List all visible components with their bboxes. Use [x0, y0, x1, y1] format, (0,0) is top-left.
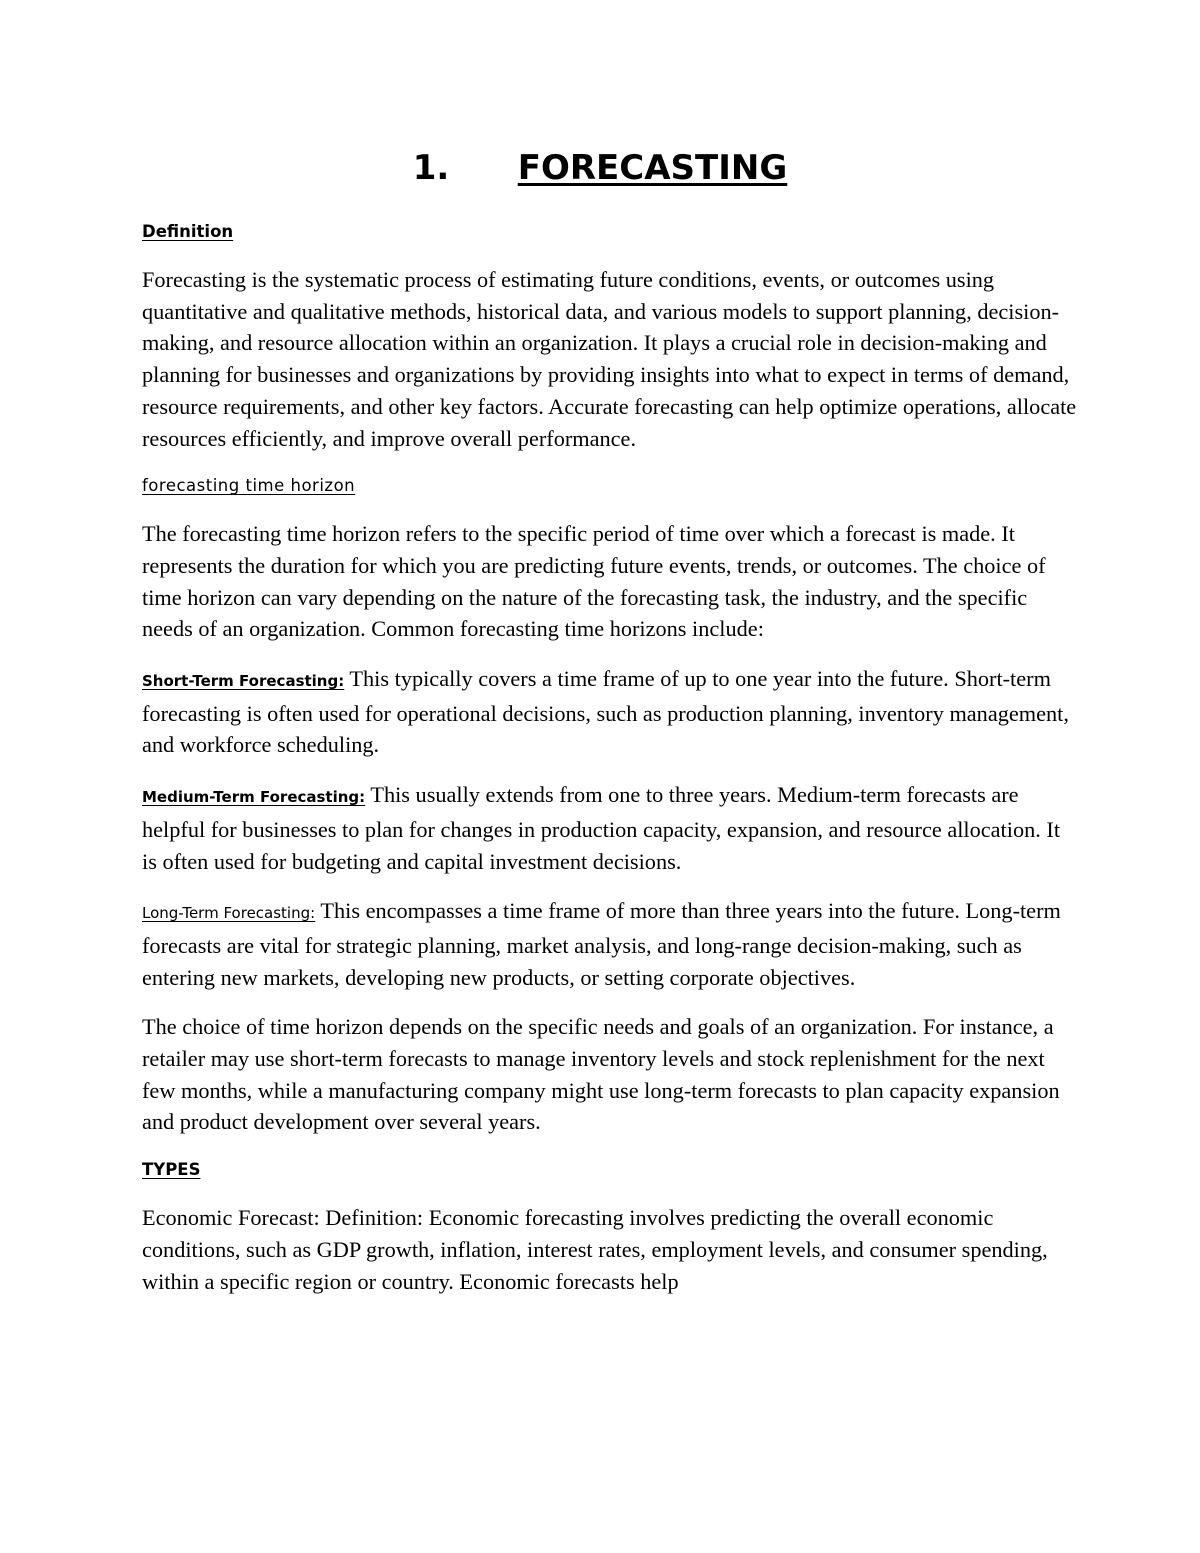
time-horizon-intro-paragraph: The forecasting time horizon refers to the specific period of time over which a forecast is made. It represents the duration for which you are predicting future events, trends, or outcomes. The choice of time horizon can vary depending on the nature of the forecasting task, the industry, and the specific needs of an organization. Common forecasting time horizons include:	[142, 521, 1046, 642]
medium-term-paragraph	[142, 779, 1077, 877]
time-horizon-heading: forecasting time horizon	[142, 476, 356, 496]
definition-heading: Definition	[142, 222, 234, 241]
definition-paragraph: Forecasting is the systematic process of estimating future conditions, events, or outcomes using quantitative and qualitative methods, historical data, and various models to support planning, decision-making, and resource allocation within an organization. It plays a crucial role in decision-making and planning for businesses and organizations by providing insights into what to expect in terms of demand, resource requirements, and other key factors. Accurate forecasting can help optimize operations, allocate resources efficiently, and improve overall performance.	[142, 267, 1077, 451]
title-number: 1.	[412, 148, 450, 188]
document-body	[142, 218, 1077, 1297]
medium-term-text: This usually extends from one to three years. Medium-term forecasts are helpful for businesses to plan for changes in production capacity, expansion, and resource allocation. It is often used for budgeting and capital investment decisions.	[142, 782, 1061, 874]
short-term-paragraph	[142, 663, 1077, 761]
title-text: FORECASTING	[517, 148, 788, 188]
long-term-label: Long-Term Forecasting:	[142, 904, 316, 923]
time-horizon-closing-paragraph: The choice of time horizon depends on the specific needs and goals of an organization. For instance, a retailer may use short-term forecasts to manage inventory levels and stock replenishment for the next few months, while a manufacturing company might use long-term forecasts to plan capacity expansion and product development over several years.	[142, 1014, 1060, 1135]
medium-term-label: Medium-Term Forecasting:	[142, 788, 366, 807]
short-term-label: Short-Term Forecasting:	[142, 672, 345, 691]
economic-forecast-paragraph: Economic Forecast: Definition: Economic forecasting involves predicting the overall economic conditions, such as GDP growth, inflation, interest rates, employment levels, and consumer spending, within a specific region or country. Economic forecasts help	[142, 1205, 1048, 1294]
short-term-text: This typically covers a time frame of up to one year into the future. Short-term forecasting is often used for operational decisions, such as production planning, inventory management, and workforce scheduling.	[142, 666, 1069, 758]
long-term-text: This encompasses a time frame of more than three years into the future. Long-term forecasts are vital for strategic planning, market analysis, and long-range decision-making, such as entering new markets, developing new products, or setting corporate objectives.	[142, 898, 1061, 990]
long-term-paragraph	[142, 895, 1077, 993]
types-heading: TYPES	[142, 1160, 201, 1180]
page-title	[0, 146, 1200, 190]
